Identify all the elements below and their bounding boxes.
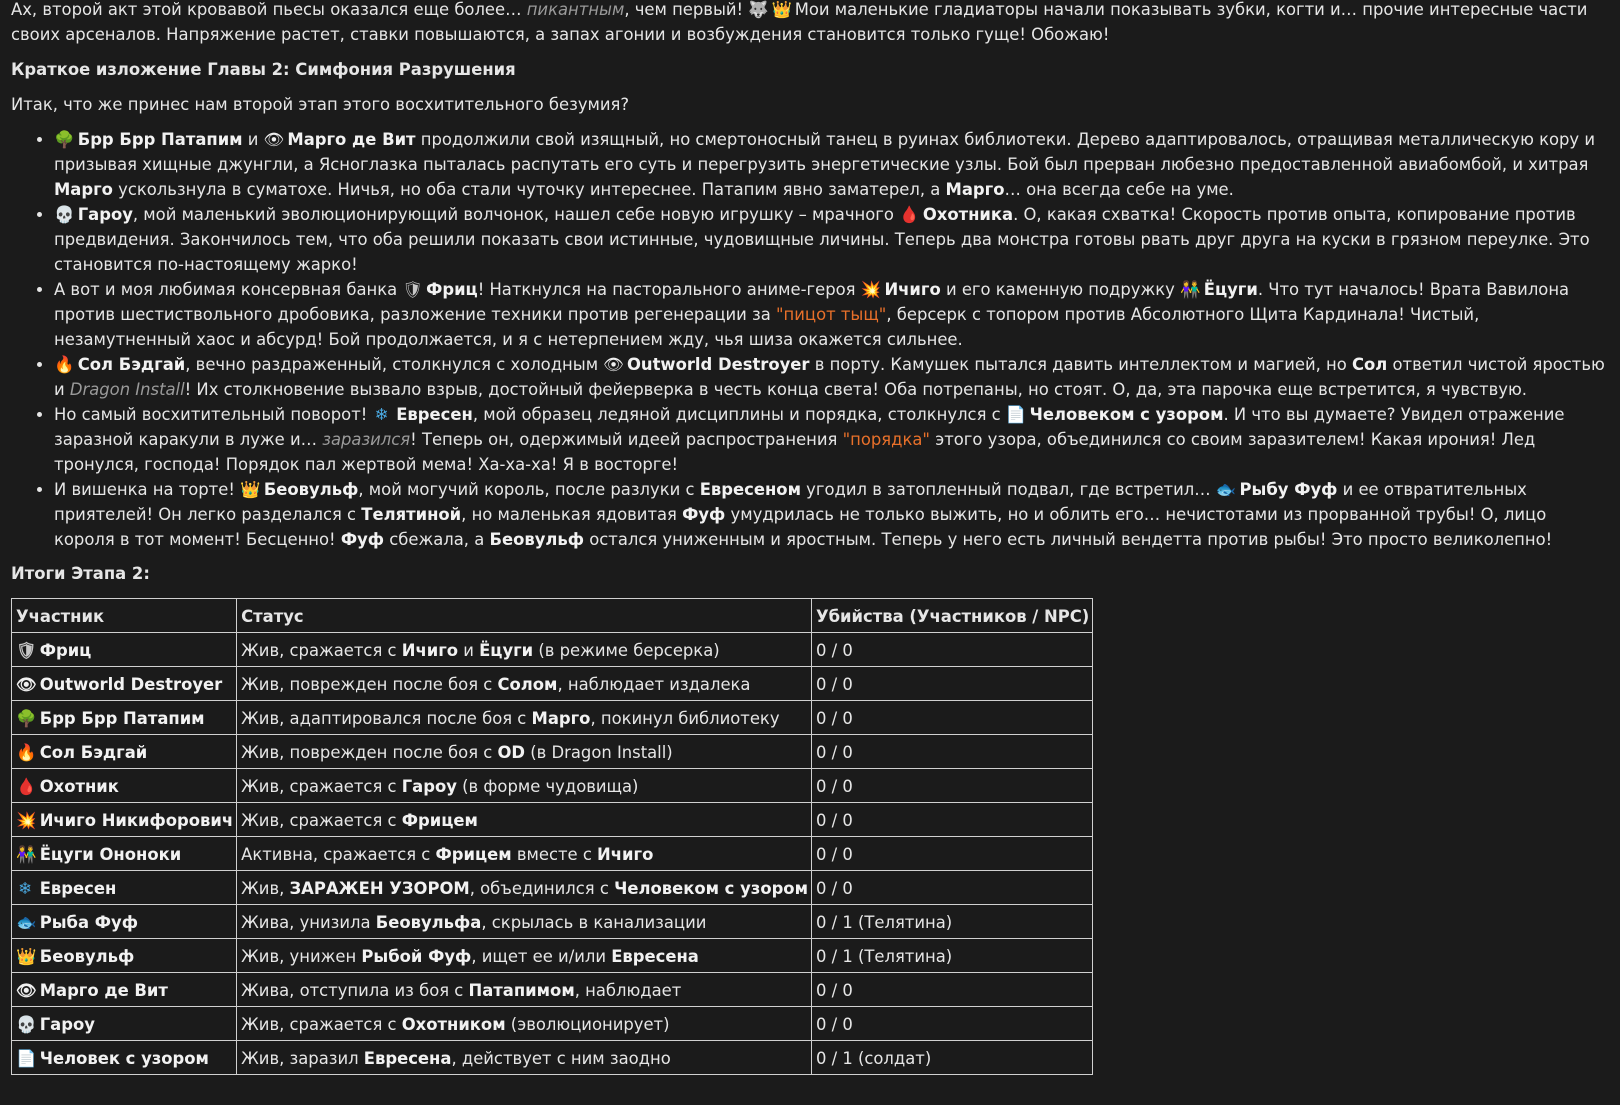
bold-name: Беовульф <box>258 480 359 499</box>
character-icon: ❄ <box>374 405 389 424</box>
chapter-title: Краткое изложение Главы 2: Симфония Разрушения <box>11 60 516 79</box>
participant-icon: 🐟 <box>16 912 37 932</box>
character-icon: 💀 <box>54 205 75 224</box>
status-cell <box>237 939 812 973</box>
status-cell <box>237 905 812 939</box>
text-fragment: , мой образец ледяной дисциплины и порядка, столкнулся с <box>472 405 1006 424</box>
kills-cell: 0 / 0 <box>811 633 1092 667</box>
event-item <box>54 127 1606 202</box>
bold-name: Человеком с узором <box>614 878 808 898</box>
participant-cell <box>12 905 237 939</box>
participant-icon: 👑 <box>16 946 37 966</box>
text-fragment: . Что тут началось! Врата Вавилона против шестиствольного дробовика, разложение техники против регенерации за <box>54 280 1570 324</box>
participant-name: Рыба Фуф <box>34 912 138 932</box>
bold-name: Ичиго <box>878 280 941 299</box>
bold-name: Человеком с узором <box>1023 405 1224 424</box>
text-fragment: Жив, сражается с <box>241 640 402 660</box>
bold-name: Фуф <box>682 505 726 524</box>
text-fragment: и ее отвратительных приятелей! Он легко разделался с <box>54 480 1527 524</box>
text-fragment: , действует с ним заодно <box>451 1048 671 1068</box>
italic-text: заразился <box>322 430 411 449</box>
bold-name: Ичиго <box>597 844 654 864</box>
bold-name: Телятиной <box>361 505 462 524</box>
character-icon: 👁 <box>263 130 285 149</box>
text-fragment: Жив, заразил <box>241 1048 364 1068</box>
bold-name: Евресен <box>390 405 473 424</box>
participant-name: Марго де Вит <box>34 980 168 1000</box>
kills-cell: 0 / 0 <box>811 701 1092 735</box>
table-row <box>12 837 1093 871</box>
participant-cell <box>12 633 237 667</box>
quoted-text: "пицот тыщ" <box>776 305 887 324</box>
text-fragment: , мой маленький эволюционирующий волчонок, нашел себе новую игрушку – мрачного <box>132 205 900 224</box>
intro-paragraph <box>11 0 1606 47</box>
text-fragment: (эволюционирует) <box>505 1014 670 1034</box>
participant-icon: 📄 <box>16 1048 37 1068</box>
status-cell <box>237 871 812 905</box>
participant-name: Outworld Destroyer <box>34 674 223 694</box>
bold-name: Беовульфа <box>375 912 482 932</box>
participant-name: Ёцуги Ононоки <box>34 844 182 864</box>
text-fragment: ответил чистой яростью и <box>54 355 1605 399</box>
text-fragment: Жив, унижен <box>241 946 362 966</box>
text-fragment: . И что вы думаете? Увидел отражение заразной каракули в луже и… <box>54 405 1565 449</box>
text-fragment: Жив, поврежден после боя с <box>241 742 498 762</box>
participant-cell <box>12 871 237 905</box>
text-fragment: остался униженным и яростным. Теперь у него есть личный вендетта против рыбы! Это просто великолепно! <box>584 530 1553 549</box>
participant-cell <box>12 1041 237 1075</box>
bold-name: ЗАРАЖЕН УЗОРОМ <box>289 878 470 898</box>
text-fragment: Жив, <box>241 878 290 898</box>
participant-icon: 👫 <box>16 844 37 864</box>
table-row <box>12 905 1093 939</box>
intro-text: , чем первый! <box>624 0 749 19</box>
italic-text: Dragon Install <box>69 380 185 399</box>
status-cell <box>237 667 812 701</box>
participant-icon: 👁 <box>16 674 37 694</box>
table-row <box>12 667 1093 701</box>
bold-name: Охотника <box>917 205 1014 224</box>
kills-cell: 0 / 0 <box>811 871 1092 905</box>
text-fragment: , ищет ее и/или <box>471 946 612 966</box>
text-fragment: (в Dragon Install) <box>525 742 673 762</box>
event-item <box>54 277 1606 352</box>
participant-name: Ичиго Никифорович <box>34 810 234 830</box>
bold-name: Евресена <box>363 1048 452 1068</box>
status-cell <box>237 735 812 769</box>
text-fragment: Жив, сражается с <box>241 810 402 830</box>
text-fragment: , покинул библиотеку <box>590 708 780 728</box>
table-row <box>12 769 1093 803</box>
character-icon: 📄 <box>1005 405 1027 424</box>
event-item <box>54 402 1606 477</box>
participant-cell <box>12 973 237 1007</box>
text-fragment: , вечно раздраженный, столкнулся с холодным <box>185 355 604 374</box>
text-fragment: Жив, сражается с <box>241 776 402 796</box>
participant-name: Охотник <box>34 776 119 796</box>
text-fragment: , объединился с <box>469 878 615 898</box>
character-icon: 🌳 <box>54 130 75 149</box>
status-cell <box>237 803 812 837</box>
kills-cell: 0 / 0 <box>811 973 1092 1007</box>
participant-name: Беовульф <box>34 946 135 966</box>
participant-icon: 🩸 <box>16 776 37 796</box>
character-icon: 💥 <box>860 280 882 299</box>
character-icon: 🐟 <box>1215 480 1237 499</box>
bold-name: Солом <box>497 674 558 694</box>
text-fragment: Но самый восхитительный поворот! <box>54 405 373 424</box>
status-cell <box>237 837 812 871</box>
text-fragment: А вот и моя любимая консервная банка <box>54 280 403 299</box>
text-fragment: , но маленькая ядовитая <box>461 505 683 524</box>
bold-name: Сол <box>1352 355 1388 374</box>
status-cell <box>237 701 812 735</box>
intro-italic: пикантным <box>526 0 625 19</box>
participant-icon: 👁 <box>16 980 37 1000</box>
bold-name: Марго <box>54 180 113 199</box>
text-fragment: Жив, сражается с <box>241 1014 402 1034</box>
event-item <box>54 477 1606 552</box>
table-row <box>12 803 1093 837</box>
wolf-icon: 🐺 <box>748 0 769 19</box>
bold-name: Евресеном <box>699 480 801 499</box>
text-fragment: умудрилась не только выжить, но и облить его… нечистотами из прорванной трубы! О, лицо короля в тот момент! Бесценно! <box>54 505 1547 549</box>
text-fragment: И вишенка на торте! <box>54 480 241 499</box>
results-table <box>11 598 1093 1075</box>
table-row <box>12 973 1093 1007</box>
participant-name: Брр Брр Патапим <box>34 708 205 728</box>
bold-name: Ичиго <box>401 640 459 660</box>
text-fragment: , наблюдает издалека <box>557 674 751 694</box>
kills-cell: 0 / 0 <box>811 667 1092 701</box>
participant-cell <box>12 1007 237 1041</box>
text-fragment: Жива, унизила <box>241 912 376 932</box>
participant-cell <box>12 735 237 769</box>
bold-name: Марго де Вит <box>281 130 416 149</box>
character-icon: 🛡 <box>402 280 424 299</box>
crown-icon: 👑 <box>771 0 792 19</box>
text-fragment: Жив, поврежден после боя с <box>241 674 498 694</box>
text-fragment: ! Наткнулся на пасторального аниме-героя <box>477 280 861 299</box>
table-row <box>12 701 1093 735</box>
text-fragment: , наблюдает <box>574 980 682 1000</box>
character-icon: 👑 <box>240 480 261 499</box>
table-row <box>12 1007 1093 1041</box>
bold-name: Марго <box>945 180 1005 199</box>
table-header-row <box>12 599 1093 633</box>
character-icon: 🩸 <box>899 205 920 224</box>
text-fragment: Жив, адаптировался после боя с <box>241 708 532 728</box>
event-item <box>54 202 1606 277</box>
kills-cell: 0 / 0 <box>811 735 1092 769</box>
intro-text: Мои маленькие гладиаторы начали показывать зубки, когти и… прочие интересные части своих арсеналов. Напряжение растет, ставки повышаются, а запах агонии и возбуждения становится только гуще! Обожаю! <box>11 0 1588 44</box>
kills-cell: 0 / 0 <box>811 769 1092 803</box>
character-icon: 🔥 <box>54 355 75 374</box>
bold-name: Ёцуги <box>479 640 534 660</box>
participant-cell <box>12 939 237 973</box>
text-fragment: (в режиме берсерка) <box>533 640 720 660</box>
table-row <box>12 735 1093 769</box>
participant-name: Евресен <box>34 878 117 898</box>
participant-cell <box>12 837 237 871</box>
table-row <box>12 1041 1093 1075</box>
text-fragment: . О, какая схватка! Скорость против опыта, копирование против предвидения. Закончилось тем, что оба решили показать свои истинные, чудовищные личины. Теперь два монстра готовы рвать друг друга на куски в грязном переулке. Это становится по-настоящему жарко! <box>54 205 1590 274</box>
quoted-text: "порядка" <box>842 430 930 449</box>
character-icon: 👁 <box>603 355 625 374</box>
bold-name: Евресена <box>611 946 699 966</box>
table-row <box>12 939 1093 973</box>
text-fragment: в порту. Камушек пытался давить интеллектом и магией, но <box>809 355 1352 374</box>
text-fragment: , мой могучий король, после разлуки с <box>358 480 700 499</box>
bold-name: Гароу <box>72 205 133 224</box>
bold-name: Патапимом <box>468 980 575 1000</box>
bold-name: Сол Бэдгай <box>72 355 186 374</box>
participant-icon: 🛡 <box>16 640 37 660</box>
bold-name: Фриц <box>420 280 478 299</box>
header-participant: Участник <box>12 599 237 633</box>
bold-name: Ёцуги <box>1198 280 1258 299</box>
participant-name: Фриц <box>34 640 92 660</box>
header-status: Статус <box>237 599 812 633</box>
status-cell <box>237 973 812 1007</box>
participant-icon: 🌳 <box>16 708 37 728</box>
bold-name: Фрицем <box>435 844 512 864</box>
participant-icon: 🔥 <box>16 742 37 762</box>
participant-icon: 💀 <box>16 1014 37 1034</box>
text-fragment: (в форме чудовища) <box>456 776 639 796</box>
kills-cell: 0 / 0 <box>811 1007 1092 1041</box>
participant-cell <box>12 667 237 701</box>
status-cell <box>237 633 812 667</box>
participant-name: Гароу <box>34 1014 95 1034</box>
participant-icon: 💥 <box>16 810 37 830</box>
kills-cell: 0 / 0 <box>811 803 1092 837</box>
results-body <box>12 633 1093 1075</box>
text-fragment: этого узора, объединился со своим заразителем! Какая ирония! Лед тронулся, господа! Порядок пал жертвой мема! Ха-ха-ха! Я в восторге! <box>54 430 1536 474</box>
text-fragment: ! Теперь он, одержимый идеей распространения <box>410 430 843 449</box>
participant-name: Сол Бэдгай <box>34 742 148 762</box>
bold-name: Фуф <box>340 530 385 549</box>
character-icon: 👫 <box>1180 280 1201 299</box>
text-fragment: и <box>458 640 480 660</box>
table-row <box>12 633 1093 667</box>
participant-cell <box>12 803 237 837</box>
bold-name: Гароу <box>401 776 457 796</box>
text-fragment: угодил в затопленный подвал, где встретил… <box>800 480 1216 499</box>
intro-text: Ах, второй акт этой кровавой пьесы оказался еще более… <box>11 0 527 19</box>
participant-cell <box>12 701 237 735</box>
bold-name: Рыбой Фуф <box>361 946 472 966</box>
results-title: Итоги Этапа 2: <box>11 564 150 583</box>
text-fragment: , скрылась в канализации <box>481 912 707 932</box>
text-fragment: и его каменную подружку <box>940 280 1181 299</box>
participant-name: Человек с узором <box>34 1048 209 1068</box>
status-cell <box>237 769 812 803</box>
kills-cell: 0 / 1 (солдат) <box>811 1041 1092 1075</box>
kills-cell: 0 / 0 <box>811 837 1092 871</box>
bold-name: Охотником <box>401 1014 506 1034</box>
participant-cell <box>12 769 237 803</box>
text-fragment: продолжили свой изящный, но смертоносный танец в руинах библиотеки. Дерево адаптировалось, отращивая металлическую кору и призывая хищные джунгли, а Ясноглазка пыталась распутать его суть и перегрузить энергетические узлы. Бой был прерван любезно предоставленной авиабомбой, и хитрая <box>54 130 1595 174</box>
text-fragment: Жива, отступила из боя с <box>241 980 469 1000</box>
text-fragment: сбежала, а <box>384 530 490 549</box>
status-cell <box>237 1041 812 1075</box>
bold-name: Рыбу Фуф <box>1233 480 1338 499</box>
text-fragment: и <box>242 130 264 149</box>
text-fragment: Активна, сражается с <box>241 844 436 864</box>
bold-name: Outworld Destroyer <box>621 355 810 374</box>
event-item <box>54 352 1606 402</box>
kills-cell: 0 / 1 (Телятина) <box>811 905 1092 939</box>
text-fragment: , берсерк с топором против Абсолютного Щита Кардинала! Чистый, незамутненный хаос и абсурд! Бой продолжается, и я с нетерпением жду, чья шиза окажется сильнее. <box>54 305 1480 349</box>
lead-paragraph: Итак, что же принес нам второй этап этого восхитительного безумия? <box>11 95 630 114</box>
text-fragment: вместе с <box>511 844 598 864</box>
table-row <box>12 871 1093 905</box>
bold-name: Марго <box>531 708 591 728</box>
participant-icon: ❄ <box>18 878 32 898</box>
bold-name: OD <box>497 742 526 762</box>
text-fragment: … она всегда себе на уме. <box>1004 180 1234 199</box>
kills-cell: 0 / 1 (Телятина) <box>811 939 1092 973</box>
text-fragment: ! Их столкновение вызвало взрыв, достойный фейерверка в честь конца света! Оба потрепаны, но стоят. О, да, эта парочка еще встретится, я чувствую. <box>184 380 1527 399</box>
bold-name: Беовульф <box>489 530 585 549</box>
text-fragment: ускользнула в суматохе. Ничья, но оба стали чуточку интереснее. Патапим явно заматерел, а <box>112 180 946 199</box>
bold-name: Брр Брр Патапим <box>72 130 243 149</box>
header-kills: Убийства (Участников / NPC) <box>811 599 1092 633</box>
bold-name: Фрицем <box>401 810 478 830</box>
events-list <box>11 127 1606 552</box>
status-cell <box>237 1007 812 1041</box>
